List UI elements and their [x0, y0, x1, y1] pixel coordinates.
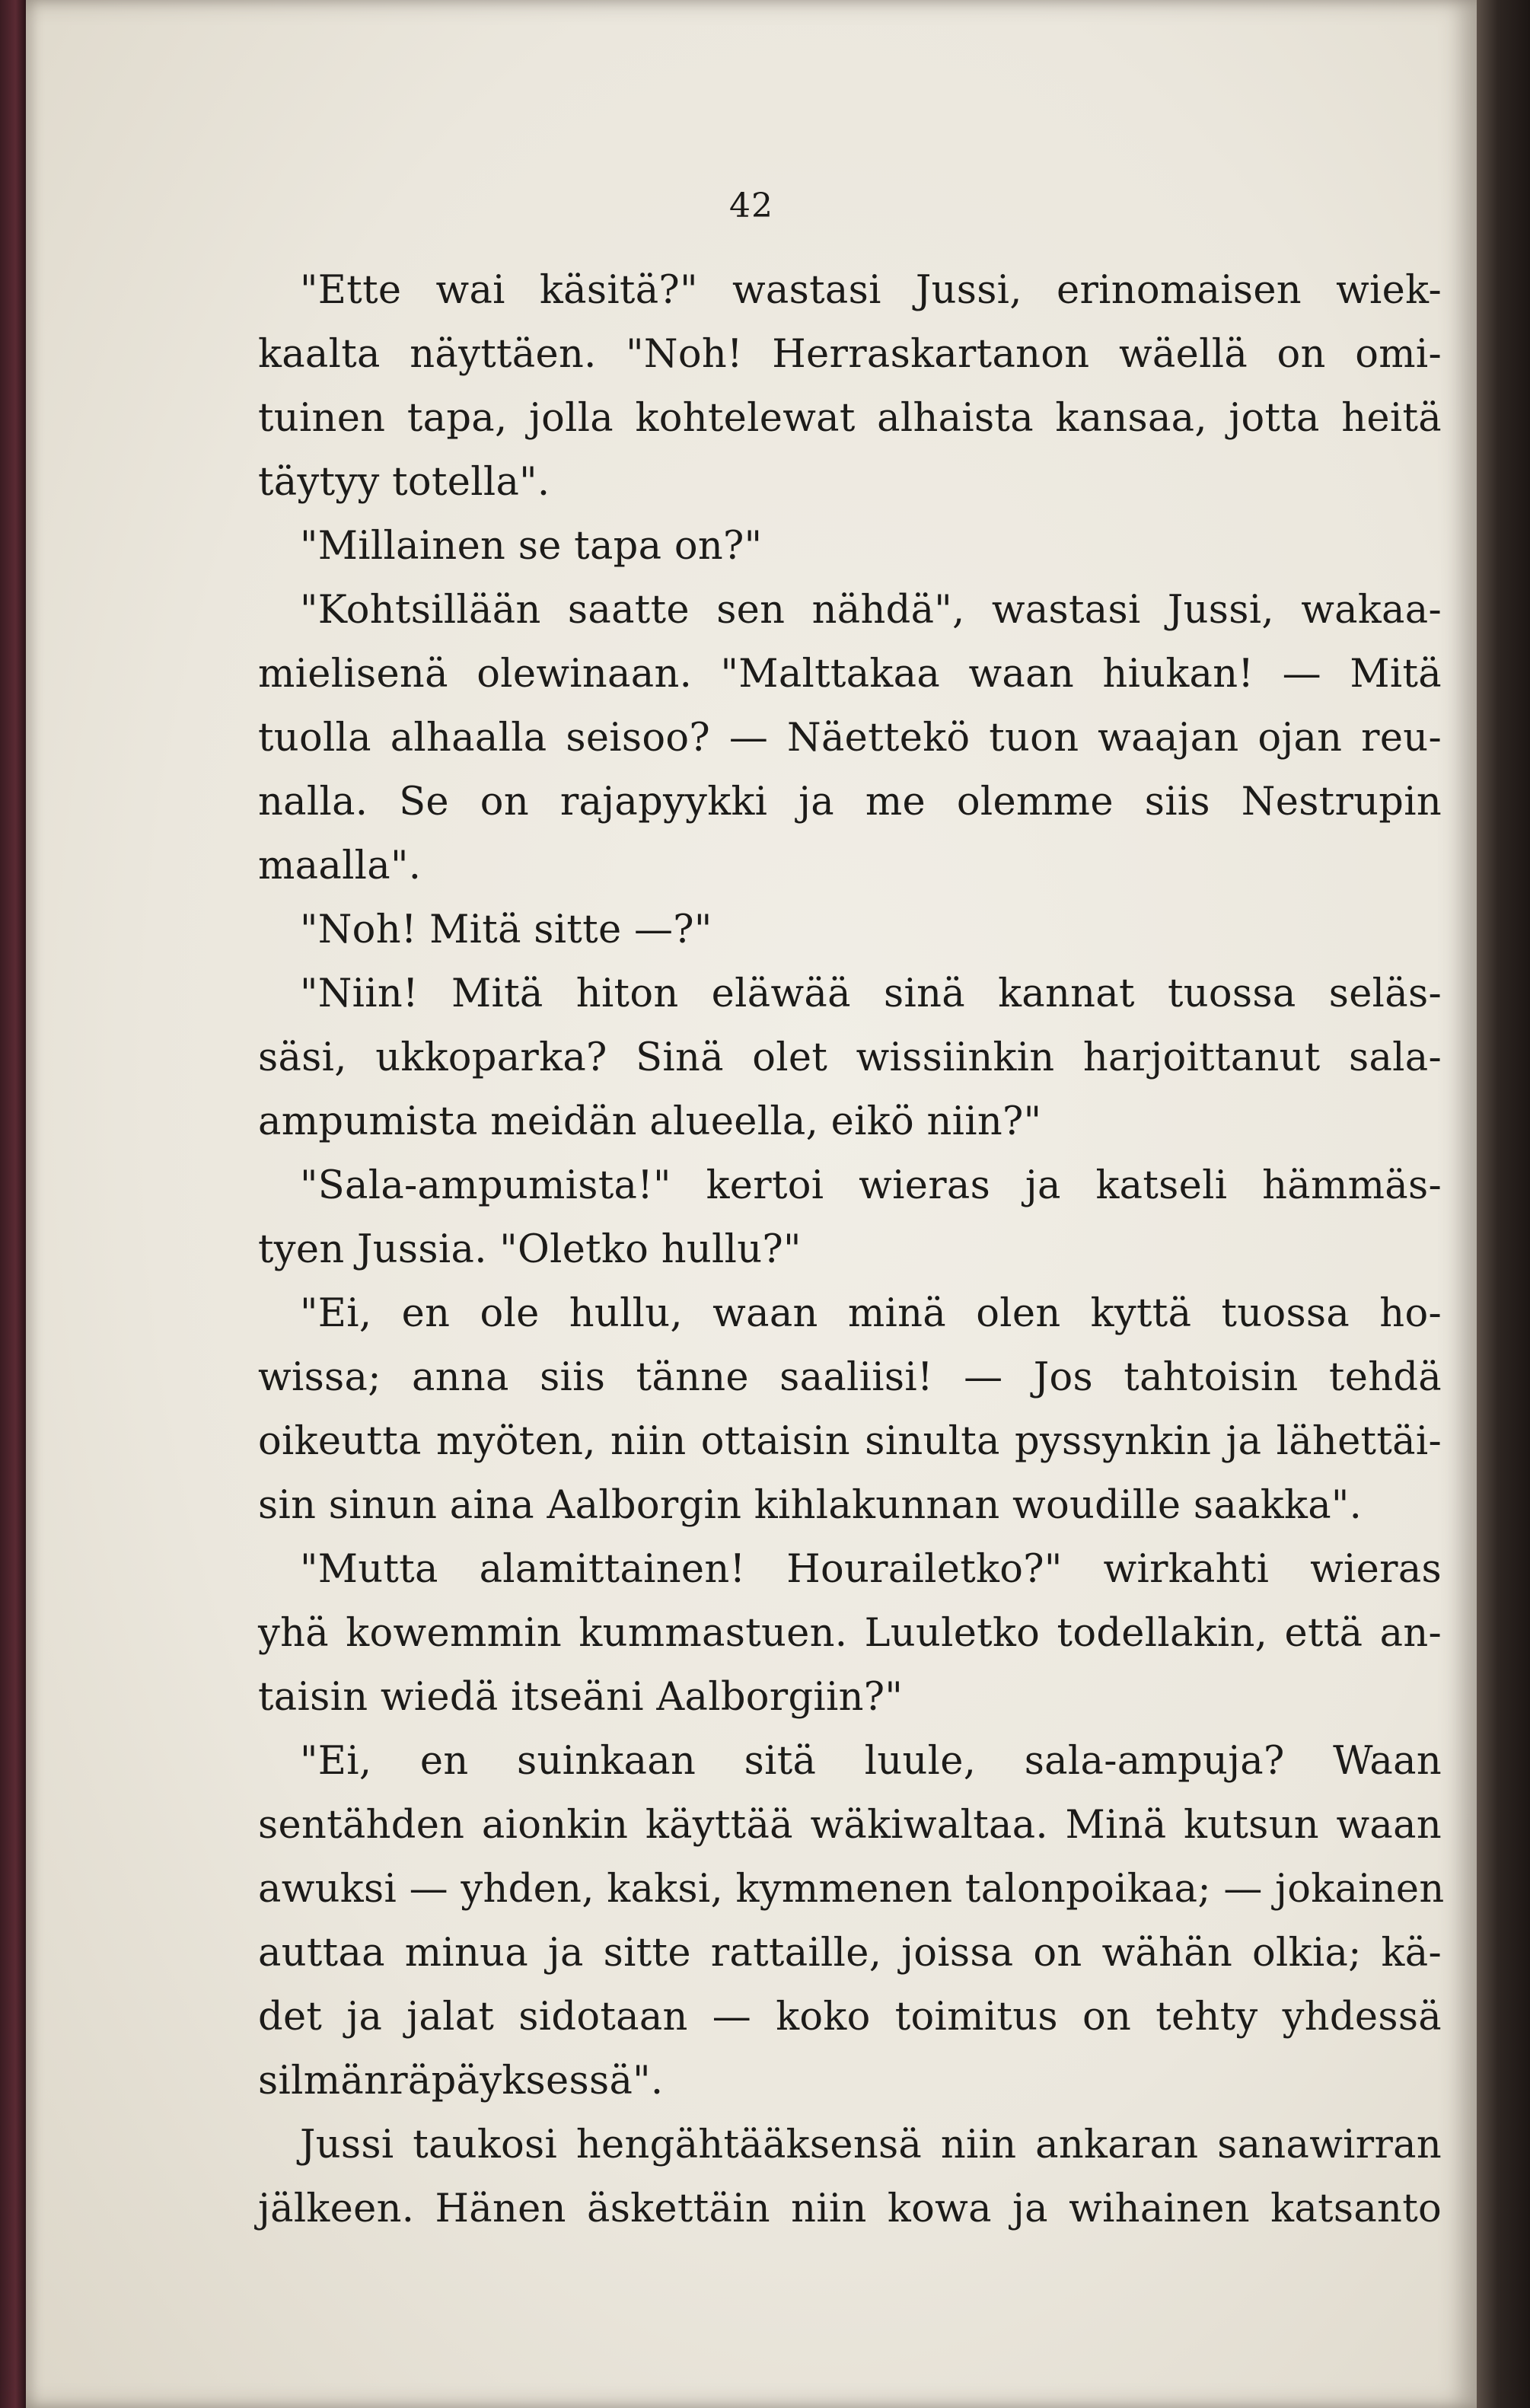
text-line: Jussi taukosi hengähtääksensä niin ankaran sanawirran: [300, 2123, 1442, 2167]
text-line: yhä kowemmin kummastuen. Luuletko todellakin, että an-: [258, 1611, 1442, 1656]
text-line: sentähden aionkin käyttää wäkiwaltaa. Minä kutsun waan: [258, 1803, 1442, 1848]
text-line: täytyy totella".: [258, 460, 550, 505]
book-cover-edge: [0, 0, 26, 2408]
text-line: det ja jalat sidotaan — koko toimitus on tehty yhdessä: [258, 1995, 1442, 2040]
text-line: "Ei, en suinkaan sitä luule, sala-ampuja? Waan: [300, 1739, 1442, 1784]
text-line: "Mutta alamittainen! Hourailetko?" wirkahti wieras: [300, 1547, 1442, 1592]
text-line: "Ei, en ole hullu, waan minä olen kyttä tuossa ho-: [300, 1291, 1442, 1336]
text-line: auttaa minua ja sitte rattaille, joissa on wähän olkia; kä-: [258, 1931, 1442, 1976]
text-line: säsi, ukkoparka? Sinä olet wissiinkin harjoittanut sala-: [258, 1035, 1442, 1080]
text-line: sin sinun aina Aalborgin kihlakunnan woudille saakka".: [258, 1483, 1363, 1528]
text-line: "Millainen se tapa on?": [300, 524, 763, 569]
text-line: oikeutta myöten, niin ottaisin sinulta pyssynkin ja lähettäi-: [258, 1419, 1442, 1464]
text-line: ampumista meidän alueella, eikö niin?": [258, 1099, 1042, 1144]
text-line: maalla".: [258, 844, 422, 888]
page-number: 42: [729, 187, 773, 225]
text-line: tuolla alhaalla seisoo? — Näettekö tuon waajan ojan reu-: [258, 716, 1442, 761]
text-line: silmänräpäyksessä".: [258, 2059, 664, 2103]
text-line: taisin wiedä itseäni Aalborgiin?": [258, 1675, 904, 1720]
text-line: mielisenä olewinaan. "Malttakaa waan hiukan! — Mitä: [258, 652, 1442, 697]
text-line: jälkeen. Hänen äskettäin niin kowa ja wihainen katsanto: [258, 2186, 1442, 2231]
text-line: "Ette wai käsitä?" wastasi Jussi, erinomaisen wiek-: [300, 268, 1442, 313]
text-line: awuksi — yhden, kaksi, kymmenen talonpoikaa; — jokainen: [258, 1867, 1445, 1912]
page-text: [258, 259, 1445, 2241]
text-line: "Niin! Mitä hiton eläwää sinä kannat tuossa seläs-: [300, 971, 1442, 1016]
text-line: "Kohtsillään saatte sen nähdä", wastasi Jussi, wakaa-: [300, 588, 1442, 633]
book-page: [26, 0, 1477, 2408]
text-line: "Noh! Mitä sitte —?": [300, 907, 712, 952]
text-line: nalla. Se on rajapyykki ja me olemme siis Nestrupin: [258, 780, 1442, 824]
text-line: tuinen tapa, jolla kohtelewat alhaista kansaa, jotta heitä: [258, 396, 1442, 441]
text-line: wissa; anna siis tänne saaliisi! — Jos tahtoisin tehdä: [258, 1355, 1442, 1400]
text-line: "Sala-ampumista!" kertoi wieras ja katseli hämmäs-: [300, 1163, 1442, 1208]
book-gutter: [1477, 0, 1530, 2408]
text-line: kaalta näyttäen. "Noh! Herraskartanon wäellä on omi-: [258, 332, 1442, 377]
text-line: tyen Jussia. "Oletko hullu?": [258, 1227, 802, 1272]
